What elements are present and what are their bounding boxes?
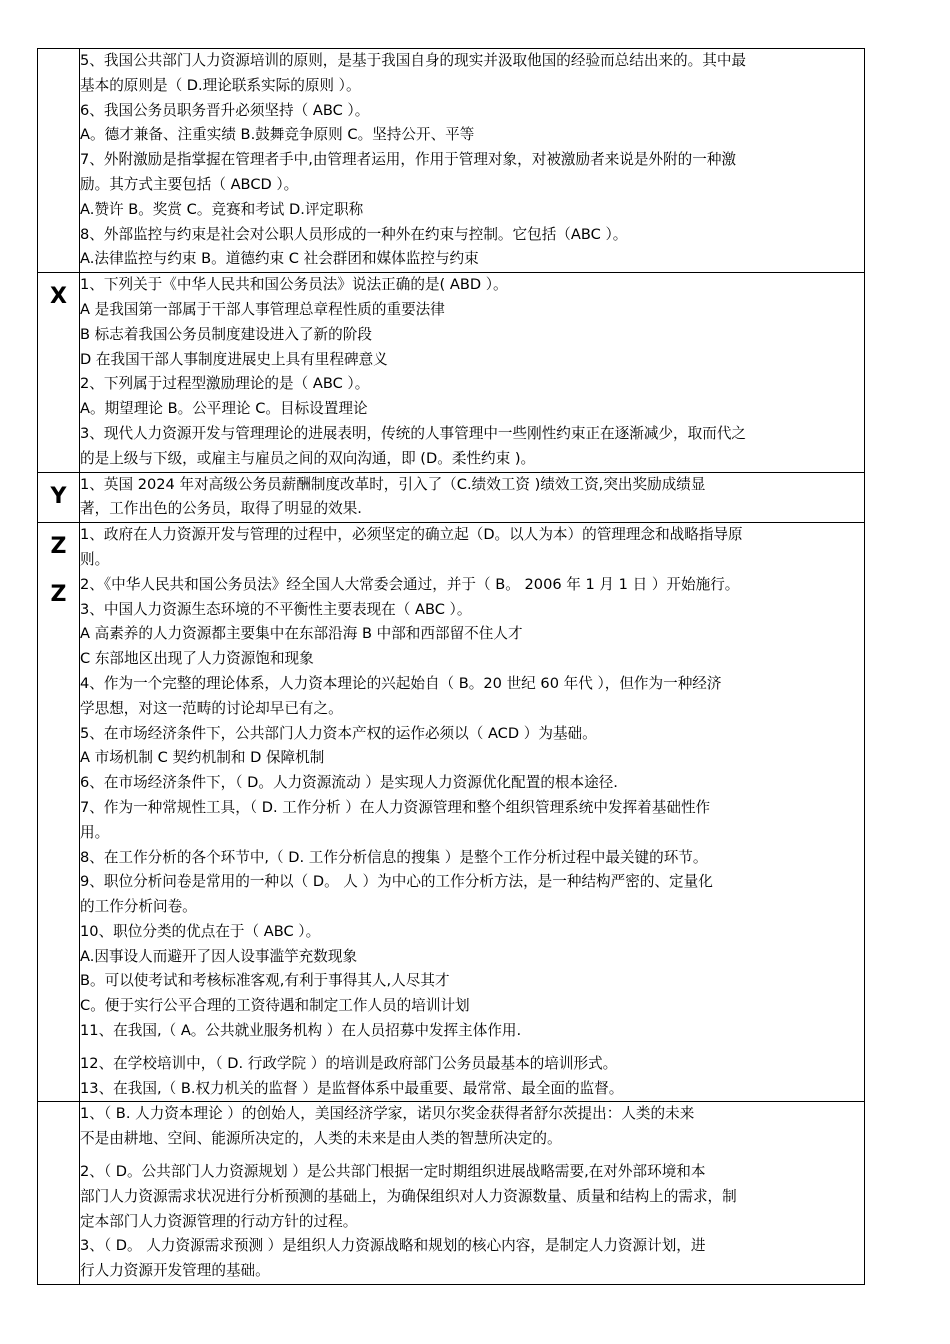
question-text-cell <box>80 273 865 472</box>
text-line: A。德才兼备、注重实绩 B.鼓舞竞争原则 C。坚持公开、平等 <box>80 126 475 144</box>
text-line: 3、（ D。 人力资源需求预测 ）是组织人力资源战略和规划的核心内容，是制定人力资源计划，进 <box>80 1237 706 1255</box>
section-letter: Z <box>50 534 67 560</box>
text-line: 7、作为一种常规性工具，（ D. 工作分析 ）在人力资源管理和整个组织管理系统中发挥着基础性作 <box>80 798 711 816</box>
text-line: 6、我国公务员职务晋升必须坚持（ ABC ）。 <box>80 101 370 119</box>
text-line: C。便于实行公平合理的工资待遇和制定工作人员的培训计划 <box>80 997 470 1015</box>
text-line: 的是上级与下级，或雇主与雇员之间的双向沟通，即 (D。柔性约束 )。 <box>80 449 536 467</box>
text-line: A 是我国第一部属于干部人事管理总章程性质的重要法律 <box>80 300 445 318</box>
text-line: 3、中国人力资源生态环境的不平衡性主要表现在（ ABC ）。 <box>80 600 472 618</box>
text-line: 7、外附激励是指掌握在管理者手中,由管理者运用，作用于管理对象，对被激励者来说是外附的一种激 <box>80 151 737 169</box>
text-line: 则。 <box>80 550 110 568</box>
text-line: 学思想，对这一范畴的讨论却早已有之。 <box>80 699 343 717</box>
text-line: 不是由耕地、空间、能源所决定的，人类的未来是由人类的智慧所决定的。 <box>80 1130 562 1148</box>
table-row <box>38 523 865 1102</box>
text-line: 1、（ B. 人力资本理论 ）的创始人，美国经济学家，诺贝尔奖金获得者舒尔茨提出：人类的未来 <box>80 1105 695 1123</box>
text-line: A 市场机制 C 契约机制和 D 保障机制 <box>80 749 325 767</box>
table-row <box>38 472 865 523</box>
text-line: A。期望理论 B。公平理论 C。目标设置理论 <box>80 400 368 418</box>
text-line: B 标志着我国公务员制度建设进入了新的阶段 <box>80 325 372 343</box>
text-line: 10、职位分类的优点在于（ ABC ）。 <box>80 922 321 940</box>
question-text-cell <box>80 523 865 1102</box>
text-line: 的工作分析问卷。 <box>80 898 197 916</box>
text-line: 著，工作出色的公务员，取得了明显的效果. <box>80 500 362 518</box>
table-body <box>38 49 865 1285</box>
text-line: 励。其方式主要包括（ ABCD ）。 <box>80 175 299 193</box>
table-row <box>38 49 865 273</box>
text-line: 部门人力资源需求状况进行分析预测的基础上，为确保组织对人力资源数量、质量和结构上的需求，制 <box>80 1187 737 1205</box>
text-line: 8、外部监控与约束是社会对公职人员形成的一种外在约束与控制。它包括（ABC ）。 <box>80 225 628 243</box>
section-letter: Z <box>50 582 67 608</box>
text-line: 5、在市场经济条件下，公共部门人力资本产权的运作必须以（ ACD ）为基础。 <box>80 724 597 742</box>
section-letter-cell <box>38 49 80 273</box>
text-line: 2、（ D。公共部门人力资源规划 ）是公共部门根据一定时期组织进展战略需要,在对外部环境和本 <box>80 1163 706 1181</box>
text-line: 8、在工作分析的各个环节中,（ D. 工作分析信息的搜集 ）是整个工作分析过程中最关键的环节。 <box>80 848 708 866</box>
line-gap <box>80 1152 864 1160</box>
text-line: 1、政府在人力资源开发与管理的过程中，必须坚定的确立起（D。以人为本）的管理理念和战略指导原 <box>80 526 743 544</box>
text-line: 4、作为一个完整的理论体系，人力资本理论的兴起始自（ B。20 世纪 60 年代 ），但作为一种经济 <box>80 674 722 692</box>
text-line: C 东部地区出现了人力资源饱和现象 <box>80 650 314 668</box>
table-row <box>38 1102 865 1285</box>
question-text-cell <box>80 1102 865 1285</box>
text-line: 基本的原则是（ D.理论联系实际的原则 ）。 <box>80 76 361 94</box>
text-line: 行人力资源开发管理的基础。 <box>80 1262 270 1280</box>
text-line: 12、在学校培训中，（ D. 行政学院 ）的培训是政府部门公务员最基本的培训形式。 <box>80 1054 618 1072</box>
section-letter: Y <box>50 483 67 509</box>
text-line: 定本部门人力资源管理的行动方针的过程。 <box>80 1212 358 1230</box>
section-letter-cell <box>38 1102 80 1285</box>
text-line: A.法律监控与约束 B。道德约束 C 社会群团和媒体监控与约束 <box>80 250 479 268</box>
text-line: 5、我国公共部门人力资源培训的原则，是基于我国自身的现实并汲取他国的经验而总结出来的。其中最 <box>80 52 747 69</box>
text-line: B。可以使考试和考核标准客观,有利于事得其人,人尽其才 <box>80 972 450 990</box>
section-letter-cell <box>38 472 80 523</box>
line-gap <box>80 1044 864 1052</box>
text-line: 9、职位分析问卷是常用的一种以（ D。 人 ）为中心的工作分析方法，是一种结构严密的、定量化 <box>80 873 713 891</box>
text-line: A.赞许 B。奖赏 C。竞赛和考试 D.评定职称 <box>80 200 364 218</box>
text-line: 6、在市场经济条件下，（ D。人力资源流动 ）是实现人力资源优化配置的根本途径. <box>80 774 618 792</box>
text-line: 11、在我国,（ A。公共就业服务机构 ）在人员招募中发挥主体作用. <box>80 1022 522 1040</box>
text-line: A 高素养的人力资源都主要集中在东部沿海 B 中部和西部留不住人才 <box>80 625 523 643</box>
section-letter-cell <box>38 273 80 472</box>
table-row <box>38 273 865 472</box>
section-letter: X <box>50 284 67 310</box>
section-letter-cell <box>38 523 80 1102</box>
question-text-cell <box>80 49 865 273</box>
question-text-cell <box>80 472 865 523</box>
text-line: 2、《中华人民共和国公务员法》经全国人大常委会通过，并于（ B。 2006 年 1 月 1 日 ）开始施行。 <box>80 575 740 593</box>
text-line: 1、英国 2024 年对高级公务员薪酬制度改革时，引入了（C.绩效工资 )绩效工资,突出奖励成绩显 <box>80 475 706 493</box>
text-line: 用。 <box>80 823 110 841</box>
text-line: 3、现代人力资源开发与管理理论的进展表明，传统的人事管理中一些刚性约束正在逐渐减少，取而代之 <box>80 424 747 442</box>
exam-notes-table <box>37 48 865 1285</box>
text-line: 13、在我国,（ B.权力机关的监督 ）是监督体系中最重要、最常常、最全面的监督。 <box>80 1079 624 1097</box>
text-line: A.因事设人而避开了因人设事滥竽充数现象 <box>80 947 358 965</box>
text-line: 2、下列属于过程型激励理论的是（ ABC ）。 <box>80 375 370 393</box>
text-line: 1、下列关于《中华人民共和国公务员法》说法正确的是( ABD ）。 <box>80 276 508 294</box>
text-line: D 在我国干部人事制度进展史上具有里程碑意义 <box>80 350 388 368</box>
